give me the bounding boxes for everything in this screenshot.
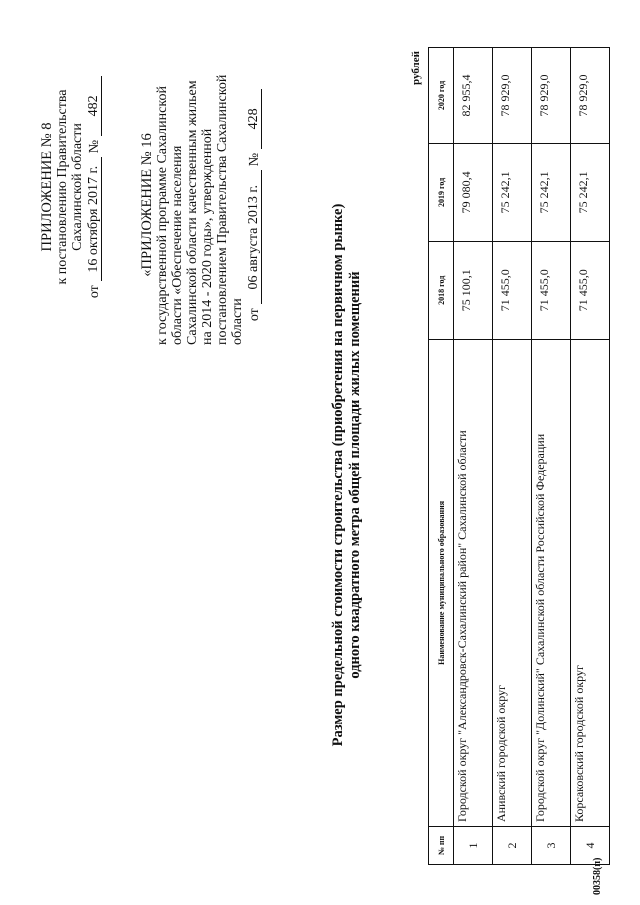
document-heading — [330, 145, 364, 805]
annex-8-number-label: № — [87, 139, 102, 154]
value-2018: 71 455,0 — [571, 241, 610, 339]
table-row — [454, 48, 493, 865]
annex-8-header — [40, 67, 102, 307]
annex-8-title: ПРИЛОЖЕНИЕ № 8 — [39, 122, 55, 252]
col-header-number: № пп — [429, 827, 454, 865]
annex-16-title: «ПРИЛОЖЕНИЕ № 16 — [139, 133, 155, 277]
table-row — [532, 48, 571, 865]
annex-8-number: 482 — [86, 76, 102, 136]
annex-16-number: 428 — [246, 89, 262, 149]
annex-16-signature-row — [246, 65, 262, 345]
row-number: 1 — [454, 827, 493, 865]
annex-16-number-label: № — [247, 152, 262, 167]
col-header-2018: 2018 год — [429, 241, 454, 339]
annex-8-from-label: от — [87, 285, 102, 299]
row-number: 3 — [532, 827, 571, 865]
value-2020: 82 955,4 — [454, 48, 493, 144]
table-row — [493, 48, 532, 865]
value-2019: 75 242,1 — [532, 143, 571, 241]
heading-line1: Размер предельной стоимости строительства (приобретения на первичном рынке) — [330, 203, 346, 747]
value-2020: 78 929,0 — [532, 48, 571, 144]
heading-line2: одного квадратного метра общей площади жилых помещений — [347, 271, 363, 679]
table-row — [571, 48, 610, 865]
currency-unit: рублей — [410, 51, 422, 85]
annex-8-line2: Сахалинской области — [70, 123, 85, 251]
document-code: 00358(п) — [592, 857, 603, 895]
value-2018: 75 100,1 — [454, 241, 493, 339]
value-2018: 71 455,0 — [493, 241, 532, 339]
table-header-row — [429, 48, 454, 865]
annex-16-text: к государственной программе Сахалинской области «Обеспечение населения Сахалинской области качественным жильем на 2014 - 2020 годы», утвержденной постановлением Правительства Сахалинской области — [155, 74, 245, 345]
value-2020: 78 929,0 — [493, 48, 532, 144]
price-table — [428, 47, 610, 865]
municipality-name: Корсаковский городской округ — [571, 339, 610, 826]
annex-8-line1: к постановлению Правительства — [55, 89, 70, 285]
row-number: 4 — [571, 827, 610, 865]
value-2019: 75 242,1 — [571, 143, 610, 241]
col-header-2019: 2019 год — [429, 143, 454, 241]
value-2019: 75 242,1 — [493, 143, 532, 241]
col-header-name: Наименование муниципального образования — [429, 339, 454, 826]
annex-16-date: 06 августа 2013 г. — [246, 170, 262, 304]
annex-16-header — [140, 65, 262, 345]
col-header-2020: 2020 год — [429, 48, 454, 144]
row-number: 2 — [493, 827, 532, 865]
value-2019: 79 080,4 — [454, 143, 493, 241]
annex-8-date: 16 октября 2017 г. — [86, 157, 102, 281]
municipality-name: Городской округ "Долинский" Сахалинской области Российской Федерации — [532, 339, 571, 826]
value-2020: 78 929,0 — [571, 48, 610, 144]
municipality-name: Городской округ "Александровск-Сахалинский район" Сахалинской области — [454, 339, 493, 826]
annex-8-signature-row — [86, 67, 102, 307]
municipality-name: Анивский городской округ — [493, 339, 532, 826]
value-2018: 71 455,0 — [532, 241, 571, 339]
annex-16-from-label: от — [247, 308, 262, 322]
